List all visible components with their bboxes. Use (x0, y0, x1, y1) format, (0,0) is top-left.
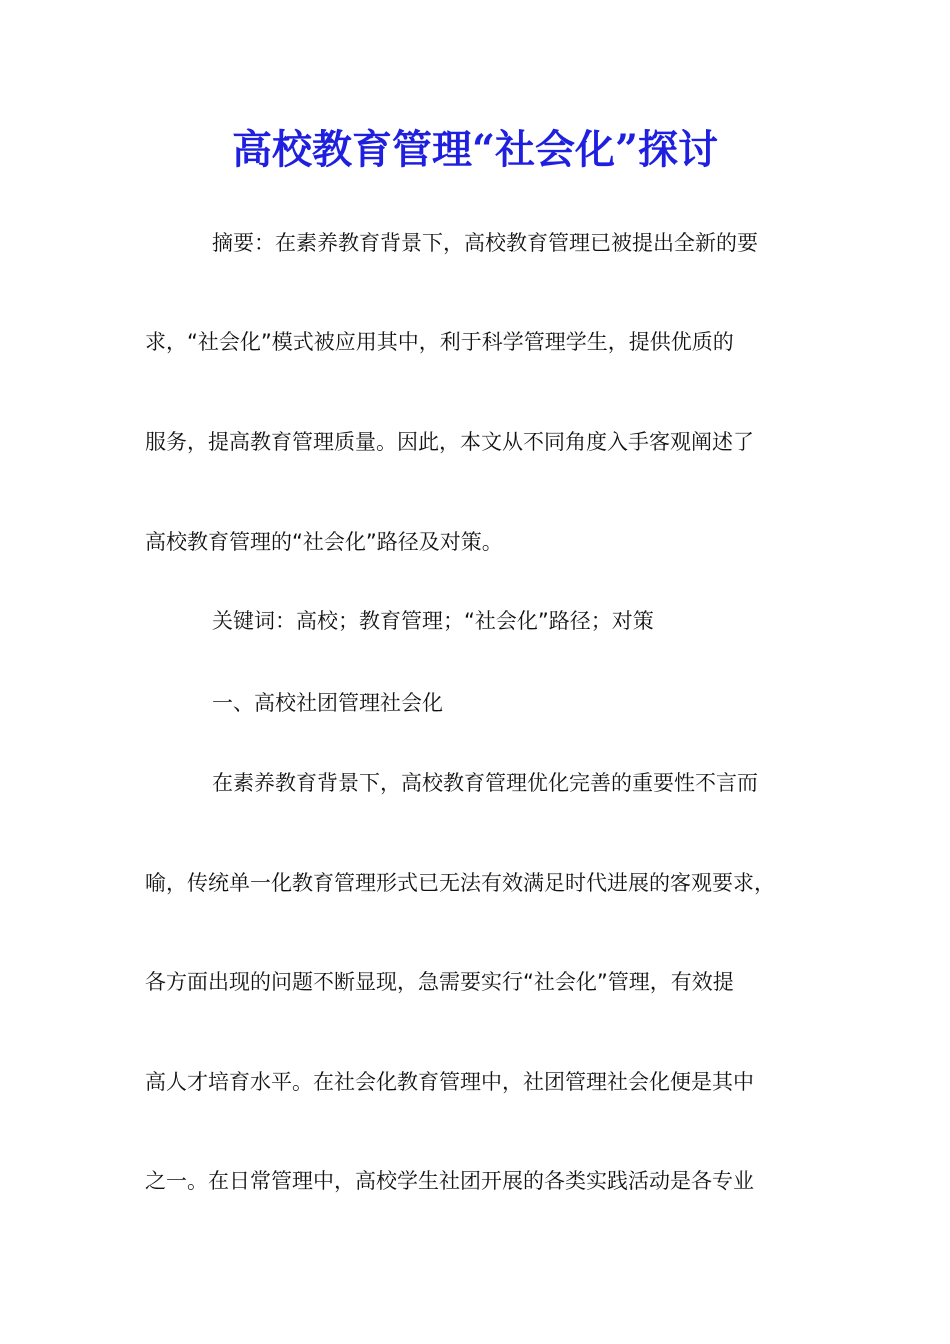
body-line-3: 各方面出现的问题不断显现，急需要实行“社会化”管理，有效提 (145, 970, 734, 994)
body-line-4: 高人才培育水平。在社会化教育管理中，社团管理社会化便是其中 (145, 1070, 754, 1094)
document-title: 高校教育管理“社会化”探讨 (231, 126, 718, 173)
abstract-line-2: 求，“社会化”模式被应用其中，利于科学管理学生，提供优质的 (145, 330, 734, 354)
abstract-line-1: 摘要：在素养教育背景下，高校教育管理已被提出全新的要 (212, 231, 758, 255)
abstract-line-4: 高校教育管理的“社会化”路径及对策。 (145, 530, 503, 554)
body-line-2: 喻，传统单一化教育管理形式已无法有效满足时代进展的客观要求， (145, 871, 775, 895)
section-heading: 一、高校社团管理社会化 (212, 691, 443, 715)
body-line-5: 之一。在日常管理中，高校学生社团开展的各类实践活动是各专业 (145, 1169, 754, 1193)
abstract-line-3: 服务，提高教育管理质量。因此，本文从不同角度入手客观阐述了 (145, 430, 754, 454)
body-line-1: 在素养教育背景下，高校教育管理优化完善的重要性不言而 (212, 771, 758, 795)
keywords-line: 关键词：高校；教育管理；“社会化”路径；对策 (212, 609, 654, 633)
